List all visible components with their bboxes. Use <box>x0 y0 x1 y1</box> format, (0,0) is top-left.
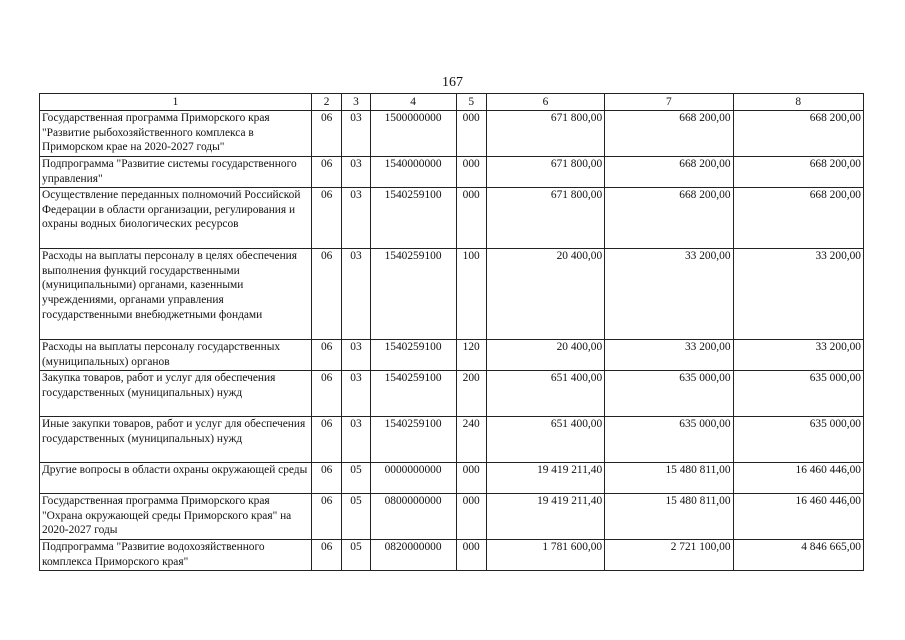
amount-col-6: 1 781 600,00 <box>486 540 604 571</box>
target-article-code: 0000000000 <box>370 463 456 494</box>
table-row <box>40 340 864 371</box>
column-header-1: 1 <box>40 94 312 111</box>
expense-type-code: 000 <box>456 157 486 188</box>
section-code: 06 <box>311 340 341 371</box>
amount-col-6: 651 400,00 <box>486 417 604 463</box>
row-name: Закупка товаров, работ и услуг для обеспечения государственных (муниципальных) нужд <box>40 371 312 417</box>
amount-col-6: 20 400,00 <box>486 249 604 340</box>
amount-col-7: 635 000,00 <box>605 417 733 463</box>
table-row <box>40 371 864 417</box>
expense-type-code: 000 <box>456 494 486 540</box>
target-article-code: 1500000000 <box>370 111 456 157</box>
row-name: Подпрограмма "Развитие водохозяйственного комплекса Приморского края" <box>40 540 312 571</box>
amount-col-6: 671 800,00 <box>486 111 604 157</box>
expense-type-code: 120 <box>456 340 486 371</box>
amount-col-6: 671 800,00 <box>486 157 604 188</box>
target-article-code: 1540000000 <box>370 157 456 188</box>
amount-col-7: 668 200,00 <box>605 157 733 188</box>
section-code: 06 <box>311 540 341 571</box>
row-name: Другие вопросы в области охраны окружающей среды <box>40 463 312 494</box>
page-number: 167 <box>442 75 463 90</box>
amount-col-8: 668 200,00 <box>733 157 863 188</box>
row-name: Расходы на выплаты персоналу в целях обеспечения выполнения функций государственными (муниципальными) органами, казенными учреждениями, органами управления государственными внебюджетными фондами <box>40 249 312 340</box>
target-article-code: 0820000000 <box>370 540 456 571</box>
section-code: 06 <box>311 417 341 463</box>
amount-col-8: 16 460 446,00 <box>733 463 863 494</box>
subsection-code: 03 <box>342 157 370 188</box>
subsection-code: 03 <box>342 188 370 249</box>
table-row <box>40 249 864 340</box>
table-row <box>40 188 864 249</box>
section-code: 06 <box>311 371 341 417</box>
table-row <box>40 494 864 540</box>
row-name: Расходы на выплаты персоналу государственных (муниципальных) органов <box>40 340 312 371</box>
column-header-7: 7 <box>605 94 733 111</box>
amount-col-6: 20 400,00 <box>486 340 604 371</box>
target-article-code: 1540259100 <box>370 249 456 340</box>
table-header <box>40 94 864 111</box>
header-row <box>40 94 864 111</box>
expense-type-code: 000 <box>456 111 486 157</box>
amount-col-8: 668 200,00 <box>733 188 863 249</box>
column-header-2: 2 <box>311 94 341 111</box>
table-row <box>40 463 864 494</box>
column-header-4: 4 <box>370 94 456 111</box>
amount-col-7: 33 200,00 <box>605 340 733 371</box>
amount-col-8: 16 460 446,00 <box>733 494 863 540</box>
amount-col-7: 668 200,00 <box>605 111 733 157</box>
column-header-3: 3 <box>342 94 370 111</box>
amount-col-8: 33 200,00 <box>733 340 863 371</box>
amount-col-7: 15 480 811,00 <box>605 463 733 494</box>
amount-col-8: 668 200,00 <box>733 111 863 157</box>
amount-col-7: 15 480 811,00 <box>605 494 733 540</box>
subsection-code: 03 <box>342 417 370 463</box>
subsection-code: 05 <box>342 540 370 571</box>
amount-col-6: 671 800,00 <box>486 188 604 249</box>
section-code: 06 <box>311 494 341 540</box>
amount-col-7: 635 000,00 <box>605 371 733 417</box>
row-name: Государственная программа Приморского края "Охрана окружающей среды Приморского края" на 2020-2027 годы <box>40 494 312 540</box>
table-row <box>40 111 864 157</box>
row-name: Государственная программа Приморского края "Развитие рыбохозяйственного комплекса в Приморском крае на 2020-2027 годы" <box>40 111 312 157</box>
row-name: Осуществление переданных полномочий Российской Федерации в области организации, регулирования и охраны водных биологических ресурсов <box>40 188 312 249</box>
table-row <box>40 157 864 188</box>
budget-table <box>39 93 864 571</box>
section-code: 06 <box>311 157 341 188</box>
target-article-code: 1540259100 <box>370 417 456 463</box>
amount-col-7: 33 200,00 <box>605 249 733 340</box>
amount-col-8: 4 846 665,00 <box>733 540 863 571</box>
column-header-6: 6 <box>486 94 604 111</box>
amount-col-6: 651 400,00 <box>486 371 604 417</box>
subsection-code: 05 <box>342 494 370 540</box>
subsection-code: 03 <box>342 249 370 340</box>
expense-type-code: 000 <box>456 540 486 571</box>
expense-type-code: 240 <box>456 417 486 463</box>
subsection-code: 03 <box>342 111 370 157</box>
amount-col-7: 2 721 100,00 <box>605 540 733 571</box>
amount-col-6: 19 419 211,40 <box>486 463 604 494</box>
section-code: 06 <box>311 188 341 249</box>
section-code: 06 <box>311 249 341 340</box>
table-row <box>40 417 864 463</box>
expense-type-code: 100 <box>456 249 486 340</box>
subsection-code: 03 <box>342 371 370 417</box>
section-code: 06 <box>311 463 341 494</box>
subsection-code: 03 <box>342 340 370 371</box>
expense-type-code: 200 <box>456 371 486 417</box>
amount-col-7: 668 200,00 <box>605 188 733 249</box>
target-article-code: 1540259100 <box>370 188 456 249</box>
table-body <box>40 111 864 571</box>
column-header-5: 5 <box>456 94 486 111</box>
target-article-code: 1540259100 <box>370 340 456 371</box>
target-article-code: 1540259100 <box>370 371 456 417</box>
target-article-code: 0800000000 <box>370 494 456 540</box>
row-name: Подпрограмма "Развитие системы государственного управления" <box>40 157 312 188</box>
subsection-code: 05 <box>342 463 370 494</box>
column-header-8: 8 <box>733 94 863 111</box>
expense-type-code: 000 <box>456 188 486 249</box>
expense-type-code: 000 <box>456 463 486 494</box>
row-name: Иные закупки товаров, работ и услуг для обеспечения государственных (муниципальных) нужд <box>40 417 312 463</box>
section-code: 06 <box>311 111 341 157</box>
amount-col-8: 635 000,00 <box>733 371 863 417</box>
amount-col-8: 33 200,00 <box>733 249 863 340</box>
amount-col-6: 19 419 211,40 <box>486 494 604 540</box>
amount-col-8: 635 000,00 <box>733 417 863 463</box>
table-row <box>40 540 864 571</box>
